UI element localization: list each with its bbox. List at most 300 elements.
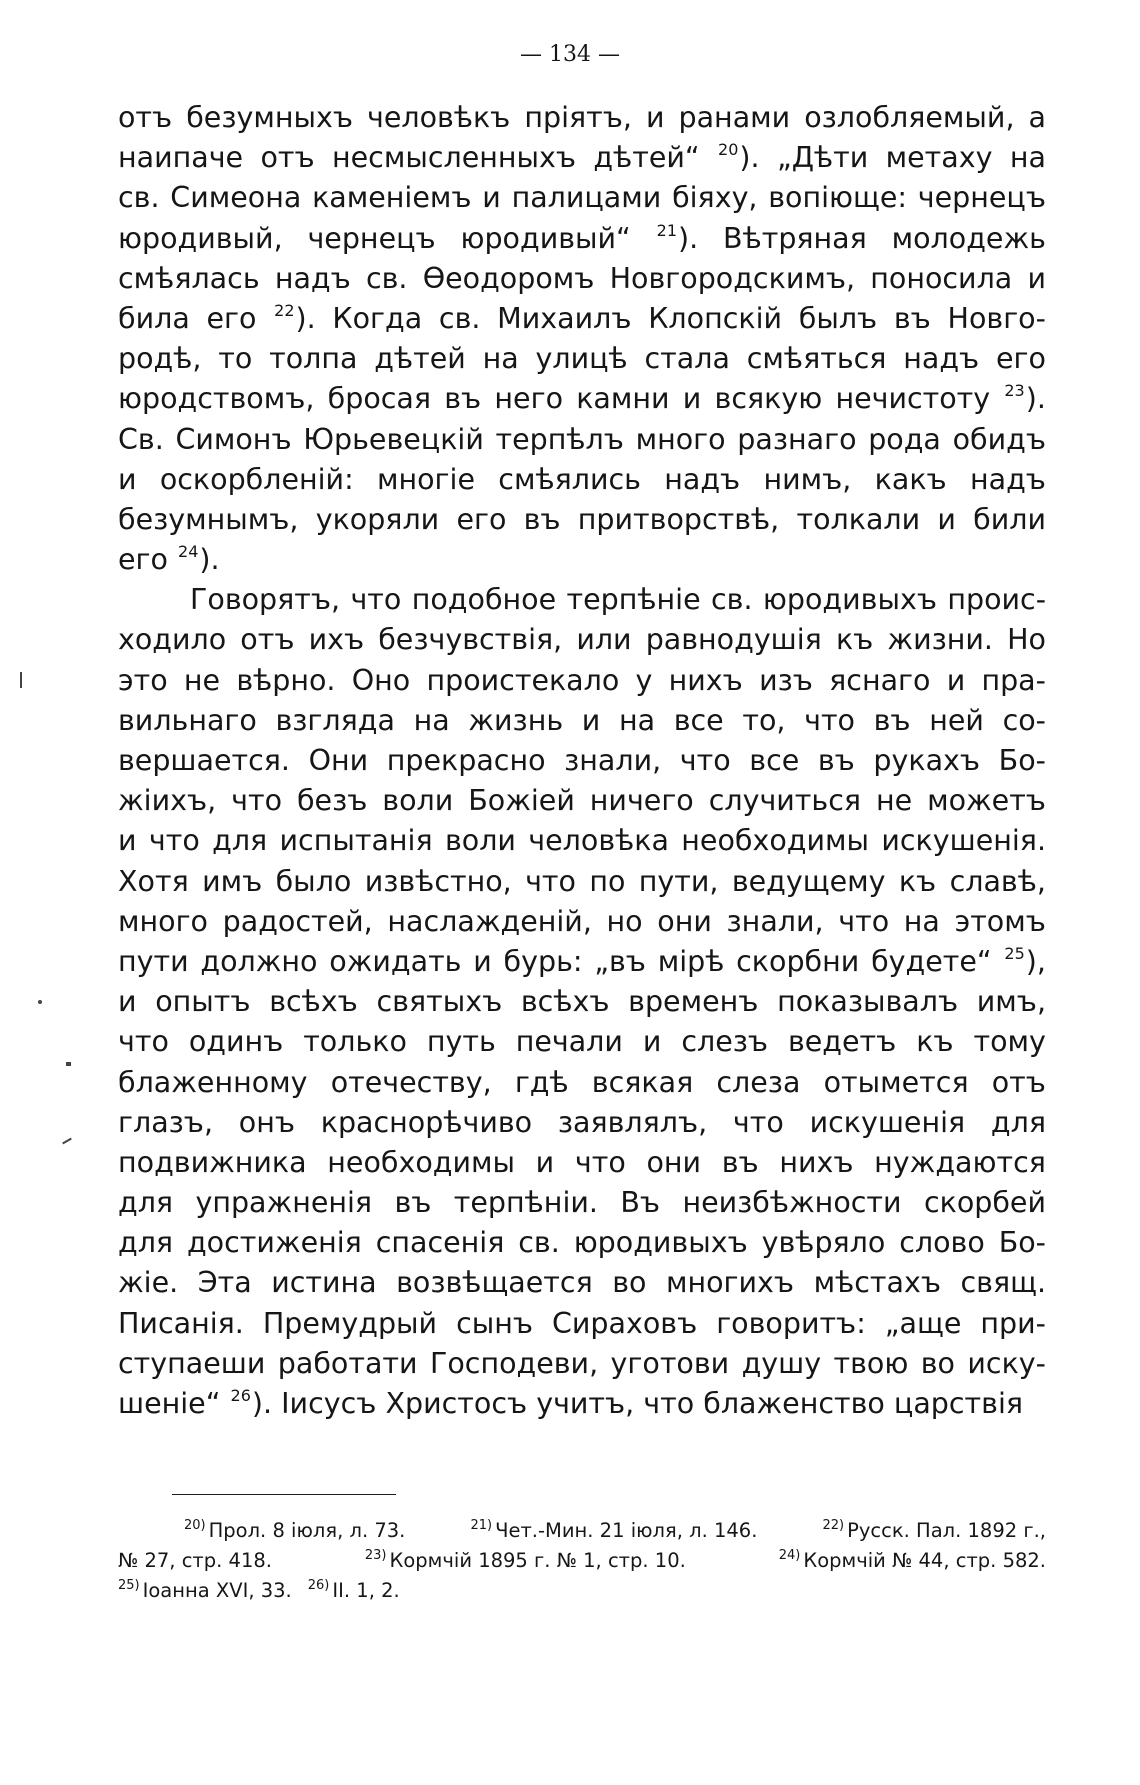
- word: блаженство: [703, 1387, 885, 1420]
- word: на: [618, 703, 656, 737]
- word: терпѣніи.: [453, 1186, 598, 1220]
- word: жіе.: [118, 1266, 179, 1300]
- word: св.: [518, 1226, 560, 1260]
- text-line: [118, 661, 1046, 701]
- word: и: [937, 502, 956, 536]
- footnote-number: 22): [822, 1518, 845, 1533]
- word: $^{23}$).: [1004, 381, 1046, 416]
- word: работати: [277, 1346, 418, 1380]
- word: его: [456, 502, 507, 536]
- word: имъ: [202, 864, 263, 898]
- word: вопіюще:: [768, 181, 908, 215]
- text-line: [118, 178, 1046, 218]
- word: будете“: [871, 944, 992, 978]
- word: человѣка: [528, 824, 669, 858]
- word: $^{22}$).: [274, 300, 316, 335]
- text-line: [118, 219, 1046, 259]
- text-line: [118, 299, 1046, 339]
- word: святыхъ: [376, 985, 503, 1019]
- word: бурь:: [503, 944, 583, 978]
- word: молодежь: [891, 221, 1046, 255]
- word: какъ: [874, 462, 947, 496]
- word: при-: [980, 1306, 1046, 1340]
- text-line: [118, 540, 1046, 580]
- word: яснаго: [829, 663, 931, 697]
- word: Бо-: [998, 1226, 1046, 1260]
- word: біяху,: [672, 181, 758, 215]
- footnote-line: [118, 1576, 1046, 1606]
- word: юродивый“: [460, 221, 631, 255]
- word: что: [804, 703, 855, 737]
- word: человѣкъ: [367, 101, 511, 134]
- word: въ: [394, 1186, 432, 1220]
- word: Въ: [620, 1186, 661, 1220]
- word: и: [482, 181, 501, 215]
- word: безъ: [296, 784, 368, 818]
- word: Они: [308, 744, 369, 777]
- word: оскорбленій:: [159, 462, 354, 496]
- word: отъ: [118, 101, 173, 134]
- text-line: [118, 1022, 1046, 1062]
- word: что: [838, 904, 890, 938]
- word: славѣ,: [949, 864, 1046, 898]
- word: что: [679, 744, 731, 777]
- word: равнодушія: [645, 623, 822, 657]
- word: они: [646, 1145, 702, 1179]
- word: спасенія: [375, 1226, 505, 1260]
- word: Вѣтряная: [723, 221, 867, 255]
- word: на: [482, 342, 519, 376]
- text-line: [118, 420, 1046, 460]
- word: били: [973, 502, 1046, 536]
- word: улицѣ: [535, 342, 628, 376]
- word: это: [118, 663, 168, 697]
- word: воли: [444, 824, 516, 858]
- text-line: [118, 620, 1046, 660]
- word: извѣстно,: [364, 864, 512, 898]
- footnote-ref: 20: [718, 140, 739, 160]
- word: его: [118, 543, 168, 577]
- word: говоритъ:: [716, 1306, 866, 1340]
- word: жіихъ,: [118, 784, 217, 818]
- word: не: [183, 663, 221, 697]
- word: воли: [382, 784, 454, 818]
- text-line: [118, 580, 1046, 620]
- margin-mark: [38, 1000, 42, 1004]
- word: несмысленныхъ: [332, 141, 577, 175]
- word: $^{26}$).: [230, 1386, 273, 1420]
- footnote-number: 24): [778, 1548, 801, 1563]
- word: у: [635, 663, 653, 697]
- word: сынъ: [456, 1306, 534, 1340]
- footnote-number: 25): [118, 1578, 140, 1593]
- word: испытанія: [279, 824, 433, 858]
- word: Божіей: [468, 784, 575, 818]
- word: упражненія: [195, 1186, 373, 1220]
- word: слово: [899, 1226, 985, 1260]
- word: палицами: [511, 181, 662, 215]
- word: много: [118, 904, 208, 938]
- word: искушенія.: [881, 824, 1046, 858]
- word: все: [673, 703, 724, 737]
- word: терпѣніе: [566, 583, 701, 617]
- margin-mark: [66, 1062, 71, 1066]
- text-line: [118, 379, 1046, 419]
- word: много: [635, 422, 726, 456]
- word: жизнь: [468, 703, 564, 737]
- word: что: [574, 1145, 626, 1179]
- word: возвѣщается: [396, 1266, 593, 1300]
- footnote-number: 26): [307, 1578, 330, 1593]
- word: а: [1028, 101, 1046, 134]
- word: безумныхъ: [186, 101, 353, 134]
- word: Ѳеодоромъ: [422, 261, 595, 295]
- word: скорбей: [923, 1186, 1046, 1220]
- word: ведетъ: [787, 1025, 897, 1059]
- word: юродивый,: [118, 221, 283, 255]
- word: била: [118, 301, 190, 335]
- word: ведущему: [731, 864, 886, 898]
- footnote: $^{23)}$ Кормчій 1895 г. № 1, стр. 10.: [364, 1548, 686, 1572]
- word: вѣрно.: [236, 663, 336, 697]
- word: многихъ: [665, 1266, 795, 1300]
- word: радостей,: [222, 904, 373, 938]
- word: не: [875, 784, 913, 818]
- word: отымется: [823, 1065, 969, 1099]
- word: терпѣлъ: [495, 422, 624, 456]
- paragraph: [118, 98, 1046, 580]
- word: ихъ: [308, 623, 365, 657]
- word: Св.: [118, 422, 164, 456]
- footnote: № 27, стр. 418.: [118, 1549, 272, 1572]
- word: на: [1009, 141, 1046, 175]
- word: $^{21}$).: [656, 220, 699, 255]
- footnote-number: 23): [364, 1548, 387, 1563]
- word: юродствомъ,: [118, 382, 315, 416]
- word: твою: [833, 1346, 909, 1380]
- word: и: [1027, 261, 1046, 295]
- word: они: [657, 904, 712, 938]
- word: заявлялъ,: [557, 1105, 708, 1139]
- word: душу: [741, 1346, 822, 1380]
- word: что: [231, 784, 283, 818]
- text-line: [118, 138, 1046, 178]
- footnote-ref: 21: [656, 220, 677, 240]
- text-line: [118, 942, 1046, 982]
- word: пути: [118, 944, 189, 978]
- word: глазъ,: [118, 1105, 214, 1139]
- word: его: [996, 342, 1046, 376]
- word: въ: [444, 382, 482, 416]
- word: къ: [835, 623, 874, 657]
- word: ожидать: [329, 944, 462, 978]
- text-line: [118, 1063, 1046, 1103]
- word: блаженному: [118, 1065, 308, 1099]
- word: подвижника: [118, 1145, 307, 1179]
- word: разнаго: [737, 422, 857, 456]
- word: иску-: [967, 1346, 1046, 1380]
- footnote-divider: [172, 1494, 396, 1495]
- word: проис-: [947, 583, 1046, 617]
- text-line: [118, 1103, 1046, 1143]
- word: св.: [711, 583, 753, 617]
- word: опытъ: [155, 985, 251, 1019]
- word: дѣтей: [374, 342, 466, 376]
- text-line: [118, 1304, 1046, 1344]
- word: необходимы: [327, 1145, 515, 1179]
- text-line: [118, 259, 1046, 299]
- text-line: [118, 741, 1046, 781]
- paragraph: [118, 580, 1046, 1424]
- word: чернецъ: [307, 221, 436, 255]
- word: смѣялись: [498, 462, 641, 496]
- word: достиженія: [186, 1226, 362, 1260]
- word: только: [303, 1025, 407, 1059]
- word: обидъ: [952, 422, 1046, 456]
- word: ранами: [678, 101, 791, 134]
- word: Говорятъ,: [190, 583, 341, 617]
- word: знали,: [726, 904, 824, 938]
- word: одинъ: [188, 1025, 284, 1059]
- word: Премудрый: [262, 1306, 438, 1340]
- word: Оно: [351, 663, 411, 697]
- footnote-line: [118, 1516, 1046, 1546]
- word: и: [581, 703, 601, 737]
- word: „Дѣти: [776, 141, 869, 175]
- word: отъ: [991, 1065, 1046, 1099]
- word: для: [118, 1226, 174, 1260]
- word: ничего: [589, 784, 694, 818]
- text-line: [118, 1344, 1046, 1384]
- text-line: [118, 1183, 1046, 1223]
- word: нихъ: [779, 1145, 854, 1179]
- word: нихъ: [668, 663, 743, 697]
- word: родѣ,: [118, 342, 202, 376]
- word: что: [732, 1105, 784, 1139]
- text-line: [118, 821, 1046, 861]
- word: рода: [868, 422, 941, 456]
- word: въ: [817, 744, 855, 777]
- word: необходимы: [681, 824, 870, 858]
- footnote-number: 20): [184, 1518, 206, 1533]
- text-line: [118, 1223, 1046, 1263]
- footnote: $^{20)}$ Прол. 8 іюля, л. 73.: [184, 1518, 406, 1542]
- word: юродивыхъ: [762, 583, 937, 617]
- word: всякую: [714, 382, 823, 416]
- word: и: [118, 462, 137, 496]
- word: св.: [118, 181, 160, 215]
- word: во: [612, 1266, 647, 1300]
- word: озлобляемый,: [804, 101, 1015, 134]
- footnote: $^{26)}$ II. 1, 2.: [307, 1578, 400, 1602]
- word: было: [275, 864, 352, 898]
- text-line: [118, 339, 1046, 379]
- word: что: [643, 1387, 695, 1420]
- word: Эта: [197, 1266, 252, 1300]
- word: увѣряло: [761, 1226, 886, 1260]
- text-line: [118, 862, 1046, 902]
- word: безумнымъ,: [118, 502, 299, 536]
- word: рукахъ: [873, 744, 981, 777]
- footnote-ref: 23: [1004, 381, 1025, 401]
- word: изъ: [759, 663, 813, 697]
- footnote: $^{25)}$ Іоанна XVI, 33.: [118, 1578, 292, 1602]
- word: въ: [893, 301, 931, 335]
- word: царствія: [893, 1387, 1024, 1420]
- word: гдѣ: [514, 1065, 569, 1099]
- text-line: [118, 781, 1046, 821]
- word: камни: [576, 382, 670, 416]
- word: имъ,: [976, 985, 1046, 1019]
- word: что: [118, 1025, 169, 1059]
- word: этомъ: [954, 904, 1046, 938]
- page-number: — 134 —: [520, 42, 620, 67]
- word: метаху: [885, 141, 993, 175]
- word: что: [148, 824, 200, 858]
- word: случиться: [708, 784, 862, 818]
- word: Писанія.: [118, 1306, 244, 1340]
- word: Новгородскимъ,: [609, 261, 856, 295]
- word: шеніе“: [118, 1387, 221, 1420]
- word: Господеви,: [429, 1346, 599, 1380]
- word: всякая: [591, 1065, 694, 1099]
- word: пріятъ,: [524, 101, 632, 134]
- word: свящ.: [960, 1266, 1046, 1300]
- word: Когда: [332, 301, 423, 335]
- word: юродивыхъ: [573, 1226, 748, 1260]
- word: для: [990, 1105, 1046, 1139]
- word: бросая: [327, 382, 432, 416]
- word: скорбни: [736, 944, 860, 978]
- word: что: [525, 864, 576, 898]
- word: показывалъ: [777, 985, 959, 1019]
- word: наслажденій,: [387, 904, 592, 938]
- word: и: [118, 985, 137, 1019]
- word: надъ: [903, 342, 980, 376]
- word: Но: [1007, 623, 1046, 657]
- footnotes: [118, 1516, 1046, 1606]
- word: вильнаго: [118, 703, 257, 737]
- footnote-ref: 22: [274, 300, 295, 320]
- word: Михаилъ: [497, 301, 632, 335]
- word: уготови: [610, 1346, 730, 1380]
- word: отъ: [260, 141, 315, 175]
- footnote: $^{21)}$ Чет.-Мин. 21 іюля, л. 146.: [470, 1518, 758, 1542]
- word: безчувствія,: [378, 623, 563, 657]
- footnote-ref: 26: [230, 1386, 251, 1405]
- word: поносила: [870, 261, 1013, 295]
- word: $^{25}$),: [1004, 943, 1046, 978]
- word: его: [206, 301, 257, 335]
- margin-mark: [62, 1138, 72, 1145]
- word: онъ: [238, 1105, 295, 1139]
- word: $^{24}$).: [178, 542, 220, 577]
- word: смѣялась: [118, 261, 260, 295]
- text-line: [118, 1384, 1046, 1424]
- word: всѣхъ: [269, 985, 358, 1019]
- word: вершается.: [118, 744, 290, 777]
- word: дѣтей“: [593, 141, 700, 175]
- word: и: [642, 1025, 662, 1059]
- word: Іисусъ: [281, 1387, 377, 1420]
- word: искушенія: [809, 1105, 966, 1139]
- word: со-: [1002, 703, 1046, 737]
- word: пра-: [981, 663, 1046, 697]
- word: слеза: [716, 1065, 801, 1099]
- body-text: [118, 98, 1046, 1424]
- word: ступаеши: [118, 1346, 266, 1380]
- word: нимъ,: [763, 462, 852, 496]
- word: него: [494, 382, 563, 416]
- word: то,: [742, 703, 786, 737]
- word: толпа: [269, 342, 358, 376]
- word: печали: [515, 1025, 623, 1059]
- word: краснорѣчиво: [320, 1105, 533, 1139]
- text-line: [118, 98, 1046, 138]
- word: нечистоту: [835, 382, 991, 416]
- text-line: [118, 1143, 1046, 1183]
- word: укоряли: [315, 502, 440, 536]
- word: ходило: [118, 623, 227, 657]
- word: учитъ,: [536, 1387, 635, 1420]
- word: $^{20}$).: [718, 140, 760, 175]
- word: стала: [644, 342, 730, 376]
- word: къ: [916, 1025, 954, 1059]
- footnote-line: [118, 1546, 1046, 1576]
- word: можетъ: [927, 784, 1046, 818]
- word: мѣстахъ: [813, 1266, 941, 1300]
- word: наипаче: [118, 141, 244, 175]
- word: ней: [929, 703, 984, 737]
- footnote-ref: 24: [178, 542, 199, 562]
- word: въ: [523, 502, 561, 536]
- word: и: [473, 944, 492, 978]
- word: Хотя: [118, 864, 189, 898]
- word: надъ: [274, 261, 351, 295]
- word: надъ: [664, 462, 741, 496]
- word: каменіемъ: [312, 181, 472, 215]
- footnote: $^{24)}$ Кормчій № 44, стр. 582.: [778, 1548, 1046, 1572]
- word: но: [606, 904, 643, 938]
- word: Симонъ: [175, 422, 292, 456]
- word: смѣяться: [746, 342, 887, 376]
- word: Клопскій: [648, 301, 783, 335]
- footnote-number: 21): [470, 1518, 493, 1533]
- footnote-ref: 25: [1004, 943, 1025, 963]
- word: и: [535, 1145, 555, 1179]
- word: тому: [973, 1025, 1046, 1059]
- word: надъ: [969, 462, 1046, 496]
- word: или: [576, 623, 632, 657]
- word: Бо-: [998, 744, 1046, 777]
- word: въ: [721, 1145, 759, 1179]
- word: „аще: [884, 1306, 962, 1340]
- text-line: [118, 982, 1046, 1022]
- word: и: [645, 101, 665, 134]
- word: жизни.: [887, 623, 993, 657]
- word: для: [212, 824, 268, 858]
- footnote: $^{22)}$ Русск. Пал. 1892 г.,: [822, 1518, 1046, 1542]
- word: во: [920, 1346, 955, 1380]
- word: неизбѣжности: [682, 1186, 902, 1220]
- word: должно: [200, 944, 318, 978]
- margin-mark: [20, 672, 22, 688]
- word: нуждаются: [874, 1145, 1046, 1179]
- word: Симеона: [170, 181, 302, 215]
- word: „въ: [594, 944, 646, 978]
- text-line: [118, 701, 1046, 741]
- word: и: [682, 382, 702, 416]
